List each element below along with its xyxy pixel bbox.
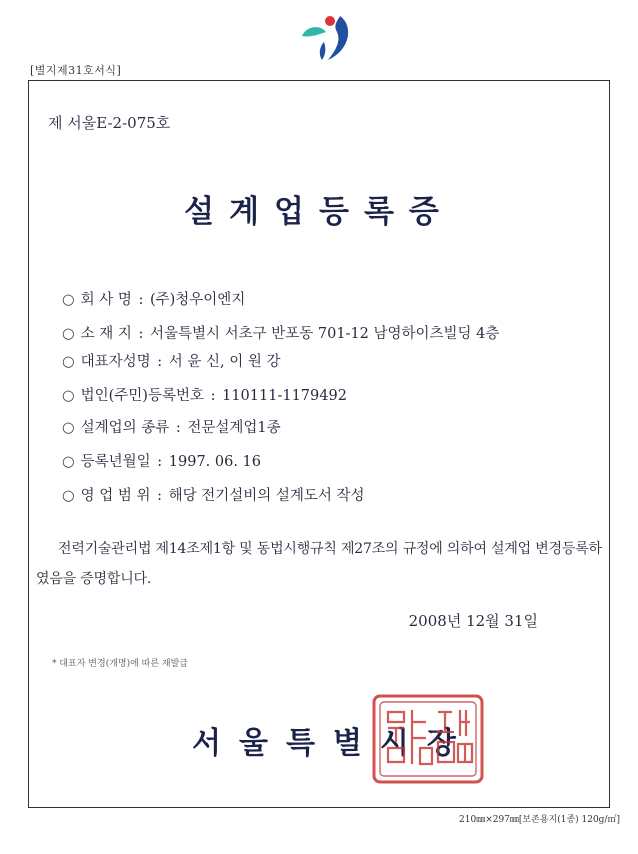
registration-number-row [62,384,347,405]
issue-date: 2008년 12월 31일 [408,612,538,630]
row-value: 전문설계업1종 [187,420,281,436]
row-separator: : [210,388,216,404]
certification-statement: 전력기술관리법 제14조제1항 및 동법시행규칙 제27조의 규정에 의하여 설계업 변경등록하였음을 증명합니다. [36,541,602,587]
row-label: 회 사 명 [80,292,132,308]
row-label: 대표자성명 [80,354,151,370]
document-number: 제 서울E-2-075호 [48,114,171,132]
row-label: 등록년월일 [80,454,151,470]
row-bullet: ○ [62,488,75,504]
row-separator: : [138,292,144,308]
business-scope-row [62,484,365,505]
row-value: 1997. 06. 16 [168,454,262,470]
row-bullet: ○ [62,326,75,342]
seal-outer-border [374,696,482,782]
row-value: 110111-1179492 [222,388,347,404]
seal-glyph-strokes [388,710,472,764]
row-bullet: ○ [62,388,75,404]
official-seal [370,692,486,786]
logo-teal-stroke [302,27,326,36]
row-bullet: ○ [62,420,75,436]
row-value: 서울특별시 서초구 반포동 701-12 남영하이츠빌딩 4층 [149,326,500,342]
representative-row [62,350,280,371]
logo-blue-tail [320,42,325,60]
row-separator: : [157,488,162,504]
logo-red-dot [325,16,335,26]
company-name-row [62,288,245,309]
row-label: 설계업의 종류 [80,420,170,436]
row-separator: : [138,326,144,342]
paper-specification: 210㎜×297㎜[보존용지(1종) 120g/㎡] [459,815,620,825]
row-bullet: ○ [62,454,75,470]
row-label: 영 업 범 위 [80,488,151,504]
row-value: (주)청우이엔지 [149,292,246,308]
seoul-city-logo [296,12,360,64]
row-label: 소 재 지 [80,326,132,342]
row-separator: : [157,354,163,370]
row-value: 해당 전기설비의 설계도서 작성 [168,488,365,504]
row-bullet: ○ [62,354,75,370]
row-separator: : [175,420,181,436]
row-value: 서 윤 신, 이 원 강 [168,354,281,370]
issuer-name: 서울특별시장 [192,726,474,761]
form-number: [별지제31호서식] [30,64,122,77]
reissue-footnote: * 대표자 변경(개명)에 따른 재발급 [52,659,188,669]
row-separator: : [157,454,163,470]
document-title: 설계업등록증 [184,194,454,230]
row-label: 법인(주민)등록번호 [80,388,204,404]
business-type-row [62,416,281,437]
registration-date-row [62,450,261,471]
row-bullet: ○ [62,292,75,308]
address-row [62,322,499,343]
